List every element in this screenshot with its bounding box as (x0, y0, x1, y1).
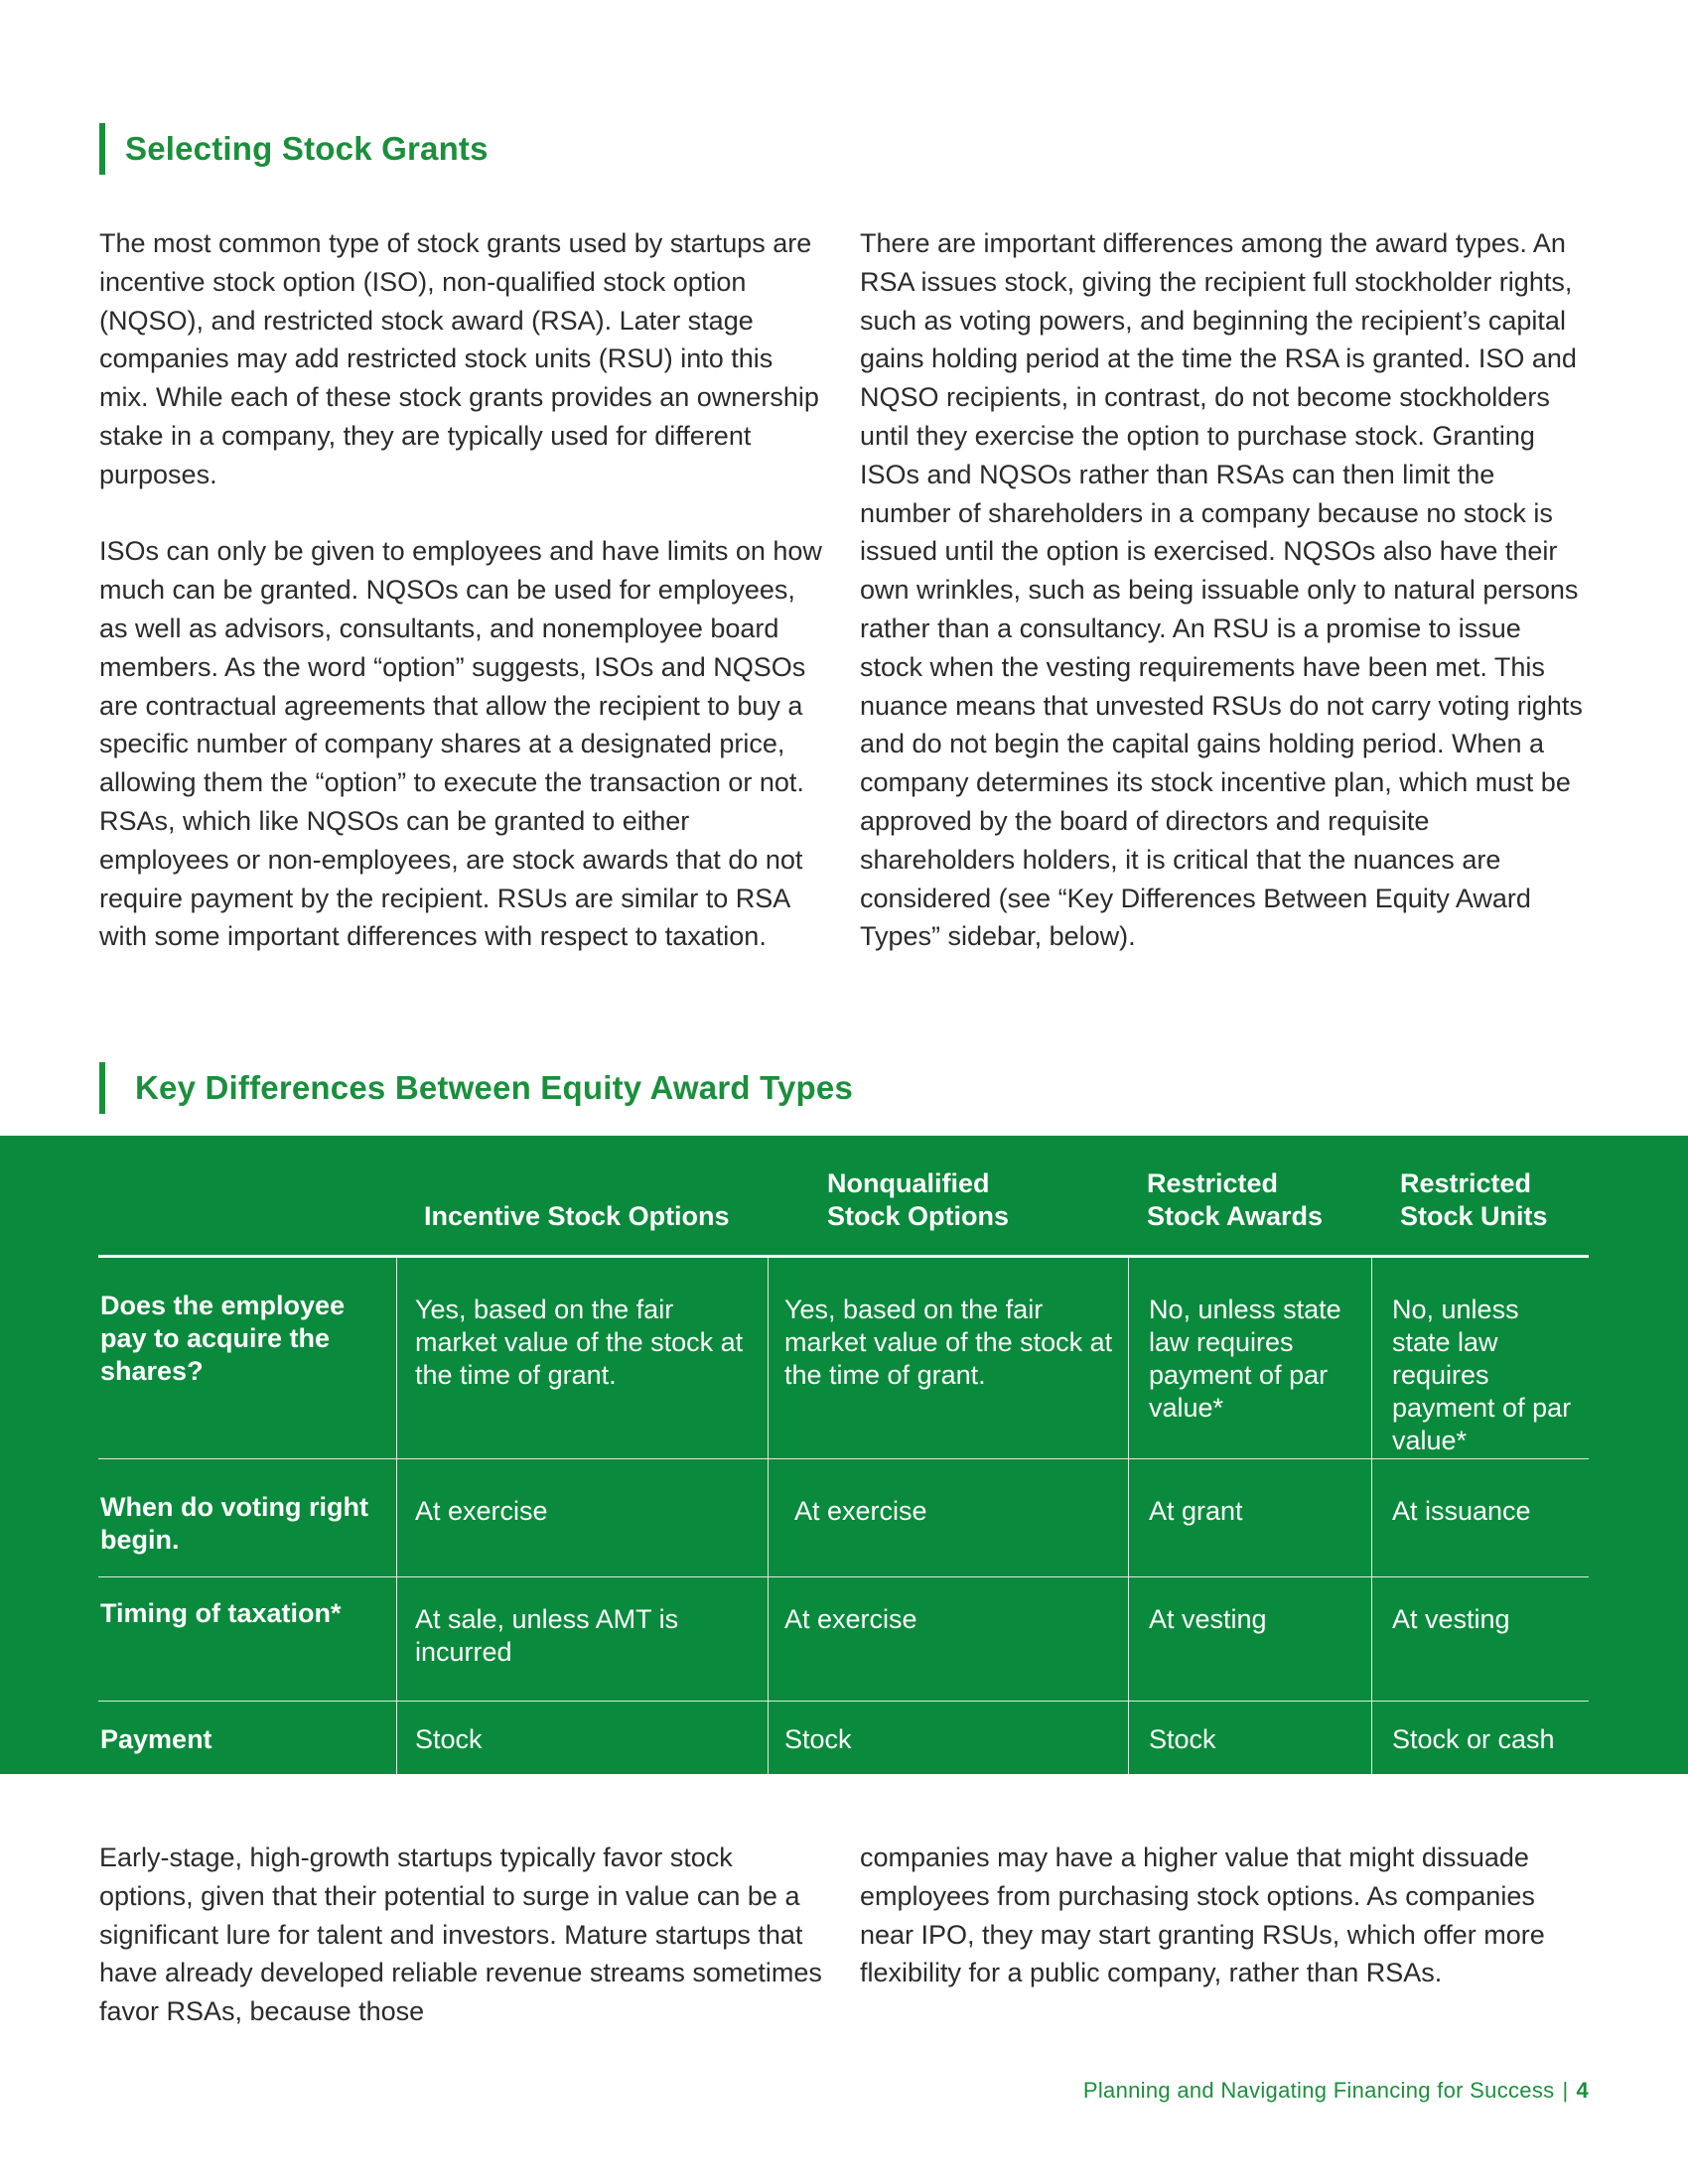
table-cell: Yes, based on the fair market value of the stock at the time of grant. (768, 1258, 1128, 1459)
equity-award-table (98, 1136, 1589, 1774)
table-header-iso: Incentive Stock Options (396, 1136, 768, 1258)
table-cell: At vesting (1371, 1577, 1589, 1702)
table-header-rsu: Restricted Stock Units (1371, 1136, 1589, 1258)
table-cell: Stock (768, 1702, 1128, 1774)
heading-accent-bar (99, 123, 105, 175)
table-cell: Stock (396, 1702, 768, 1774)
row-label-employee-pay: Does the employee pay to acquire the shares? (98, 1258, 396, 1459)
footer-separator: | (1562, 2078, 1569, 2103)
table-cell: At exercise (768, 1459, 1128, 1577)
row-label-voting-rights: When do voting right begin. (98, 1459, 396, 1577)
table-cell: Stock or cash (1371, 1702, 1589, 1774)
table-cell: No, unless state law requires payment of par value* (1128, 1258, 1371, 1459)
section-title: Key Differences Between Equity Award Types (135, 1069, 854, 1106)
paragraph: ISOs can only be given to employees and have limits on how much can be granted. NQSOs can be used for employees, as well as advisors, consultants, and nonemployee board members. As the word “option” suggests, ISOs and NQSOs are contractual agreements that allow the recipient to buy a specific number of company shares at a designated price, allowing them the “option” to execute the transaction or not. RSAs, which like NQSOs can be granted to either employees or non-employees, are stock awards that do not require payment by the recipient. RSUs are similar to RSA with some important differences with respect to taxation. (99, 536, 822, 952)
intro-right-column (860, 224, 1589, 956)
table-cell: Stock (1128, 1702, 1371, 1774)
paragraph: The most common type of stock grants used by startups are incentive stock option (ISO), non-qualified stock option (NQSO), and restricted stock award (RSA). Later stage companies may add restricted stock units (RSU) into this mix. While each of these stock grants provides an ownership stake in a company, they are typically used for different purposes. (99, 228, 819, 489)
paragraph: Early-stage, high-growth startups typically favor stock options, given that their potential to surge in value can be a significant lure for talent and investors. Mature startups that have already developed reliable revenue streams sometimes favor RSAs, because those (99, 1843, 822, 2027)
page-number: 4 (1576, 2078, 1589, 2103)
table-cell: At grant (1128, 1459, 1371, 1577)
section-heading-selecting-stock-grants (99, 123, 489, 175)
intro-left-column (99, 224, 824, 956)
table-cell: At sale, unless AMT is incurred (396, 1577, 768, 1702)
table-header-nqso: Nonqualified Stock Options (768, 1136, 1128, 1258)
row-label-payment: Payment (100, 1724, 212, 1754)
table-cell: At exercise (396, 1459, 768, 1577)
section-heading-key-differences (99, 1062, 853, 1114)
table-header-rsa: Restricted Stock Awards (1128, 1136, 1371, 1258)
table-cell: At vesting (1128, 1577, 1371, 1702)
paragraph: companies may have a higher value that might dissuade employees from purchasing stock options. As companies near IPO, they may start granting RSUs, which offer more flexibility for a public company, rather than RSAs. (860, 1843, 1545, 1988)
table-cell: At exercise (768, 1577, 1128, 1702)
closing-left-column (99, 1839, 824, 2031)
row-label-timing-of-taxation: Timing of taxation* (98, 1577, 396, 1702)
table-header-corner (98, 1136, 396, 1258)
table-cell: Yes, based on the fair market value of the stock at the time of grant. (396, 1258, 768, 1459)
table-cell: At issuance (1371, 1459, 1589, 1577)
table-cell: No, unless state law requires payment of par value* (1371, 1258, 1589, 1459)
closing-right-column (860, 1839, 1589, 1992)
paragraph: There are important differences among the award types. An RSA issues stock, giving the recipient full stockholder rights, such as voting powers, and beginning the recipient’s capital gains holding period at the time the RSA is granted. ISO and NQSO recipients, in contrast, do not become stockholders until they exercise the option to purchase stock. Granting ISOs and NQSOs rather than RSAs can then limit the number of shareholders in a company because no stock is issued until the option is exercised. NQSOs also have their own wrinkles, such as being issuable only to natural persons rather than a consultancy. An RSU is a promise to issue stock when the vesting requirements have been met. This nuance means that unvested RSUs do not carry voting rights and do not begin the capital gains holding period. When a company determines its stock incentive plan, which must be approved by the board of directors and requisite shareholders holders, it is critical that the nuances are considered (see “Key Differences Between Equity Award Types” sidebar, below). (860, 228, 1583, 952)
heading-accent-bar (99, 1062, 105, 1114)
footer-title: Planning and Navigating Financing for Success (1082, 2078, 1555, 2103)
equity-award-comparison-panel (0, 1136, 1688, 1774)
page-footer (1083, 2078, 1589, 2104)
section-title: Selecting Stock Grants (125, 130, 489, 167)
